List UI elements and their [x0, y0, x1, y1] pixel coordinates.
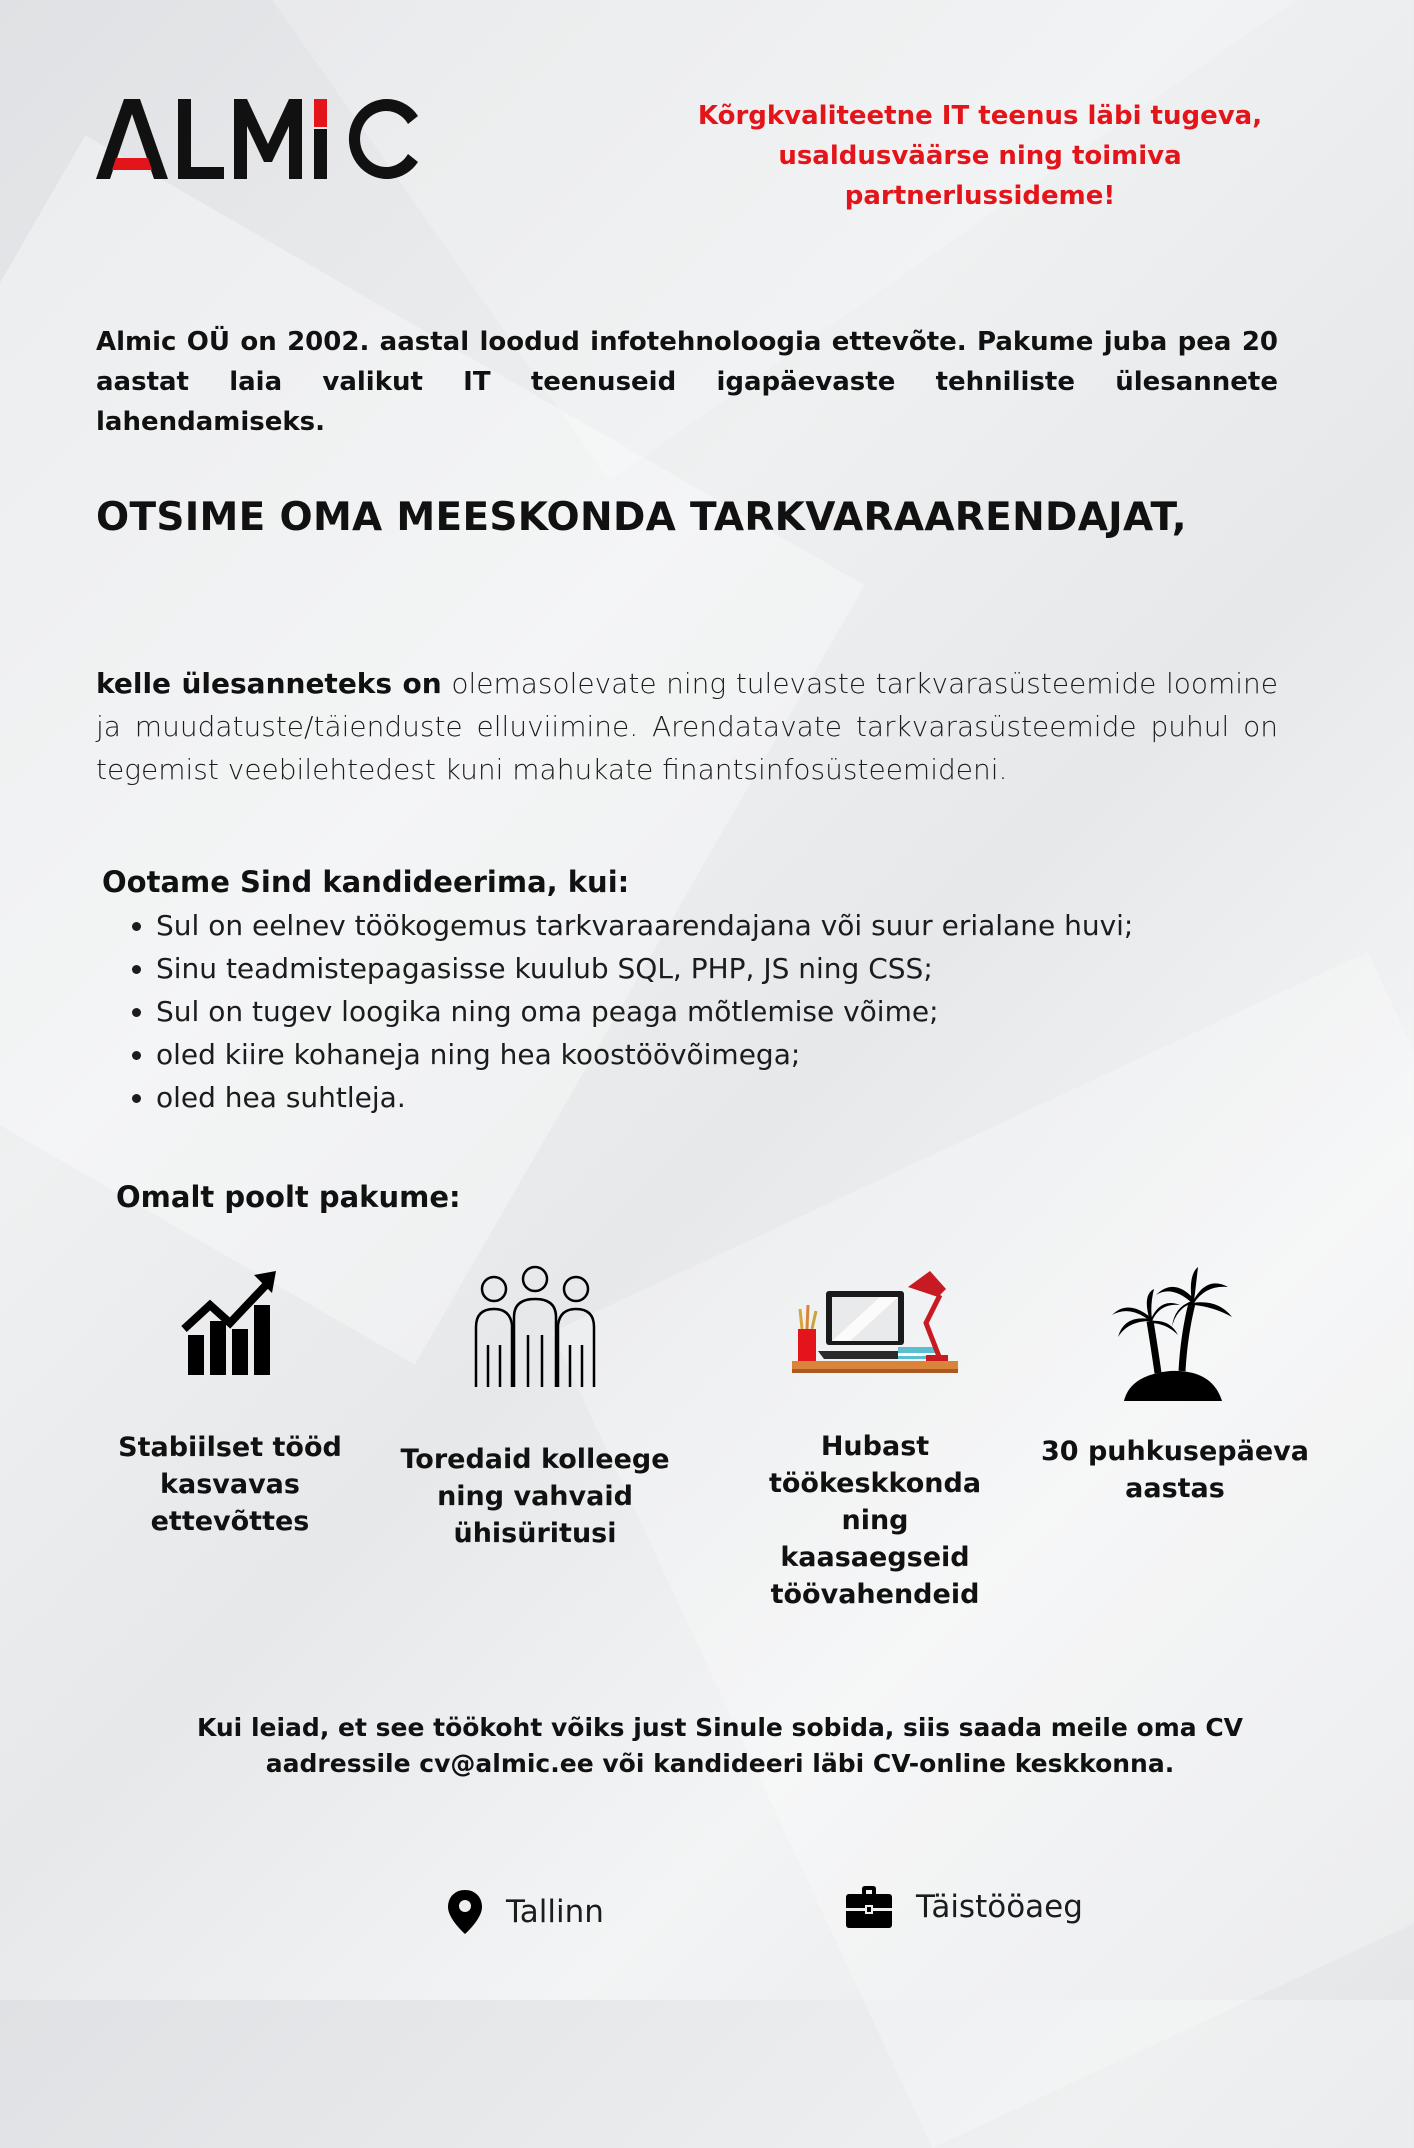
requirements-title: Ootame Sind kandideerima, kui:	[102, 865, 630, 899]
list-item: • Sul on eelnev töökogemus tarkvaraarendajana või suur erialane huvi;	[156, 904, 1306, 947]
benefit-label: Hubast töökeskkonda ning kaasaegseid töövahendeid	[768, 1431, 982, 1610]
benefit-label: Toredaid kolleege ning vahvaid ühisüritusi	[400, 1444, 670, 1549]
benefit-stable-work	[110, 1265, 350, 1540]
benefit-label: Stabiilset tööd kasvavas ettevõttes	[118, 1432, 342, 1537]
benefit-colleagues	[370, 1265, 700, 1552]
briefcase-icon	[846, 1886, 892, 1928]
growth-chart-icon	[180, 1265, 280, 1377]
requirements-list	[96, 904, 1306, 1119]
location-pin-icon	[448, 1890, 482, 1934]
list-item: • oled hea suhtleja.	[156, 1076, 1306, 1119]
location-text: Tallinn	[506, 1894, 604, 1930]
job-type-text: Täistööaeg	[916, 1889, 1083, 1925]
list-item: • Sinu teadmistepagasisse kuulub SQL, PHP, JS ning CSS;	[156, 947, 1306, 990]
workspace-icon	[790, 1265, 960, 1375]
palm-island-icon	[1110, 1265, 1240, 1405]
call-to-action: Kui leiad, et see töökoht võiks just Sinule sobida, siis saada meile oma CV aadressile cv@almic.ee või kandideeri läbi CV-online keskkonna.	[196, 1713, 1244, 1778]
company-intro: Almic OÜ on 2002. aastal loodud infotehnoloogia ettevõte. Pakume juba pea 20 aastat laia valikut IT teenuseid igapäevaste tehniliste ülesannete lahendamiseks.	[96, 327, 1278, 437]
page-title: OTSIME OMA MEESKONDA TARKVARAARENDAJAT,	[96, 495, 1187, 540]
duties-paragraph	[96, 662, 1278, 791]
location-info	[448, 1890, 604, 1934]
duties-text: olemasolevate ning tulevaste tarkvarasüsteemide loomine ja muudatuste/täienduste elluviimine. Arendatavate tarkvarasüsteemide puhul on tegemist veebilehtedest kuni mahukate finantsinfosüsteemideni.	[96, 667, 1279, 786]
colleagues-icon	[470, 1265, 600, 1389]
benefit-vacation	[1035, 1265, 1315, 1507]
almic-logo	[96, 96, 418, 182]
benefit-label: 30 puhkusepäeva aastas	[1041, 1436, 1309, 1504]
list-item: • Sul on tugev loogika ning oma peaga mõtlemise võime;	[156, 990, 1306, 1033]
benefit-workspace	[760, 1265, 990, 1613]
job-type-info	[846, 1886, 1083, 1928]
list-item: • oled kiire kohaneja ning hea koostöövõimega;	[156, 1033, 1306, 1076]
duties-lead: kelle ülesanneteks on	[96, 667, 442, 700]
tagline: Kõrgkvaliteetne IT teenus läbi tugeva, usaldusväärse ning toimiva partnerlussideme!	[697, 101, 1263, 211]
offer-title: Omalt poolt pakume:	[116, 1180, 461, 1214]
